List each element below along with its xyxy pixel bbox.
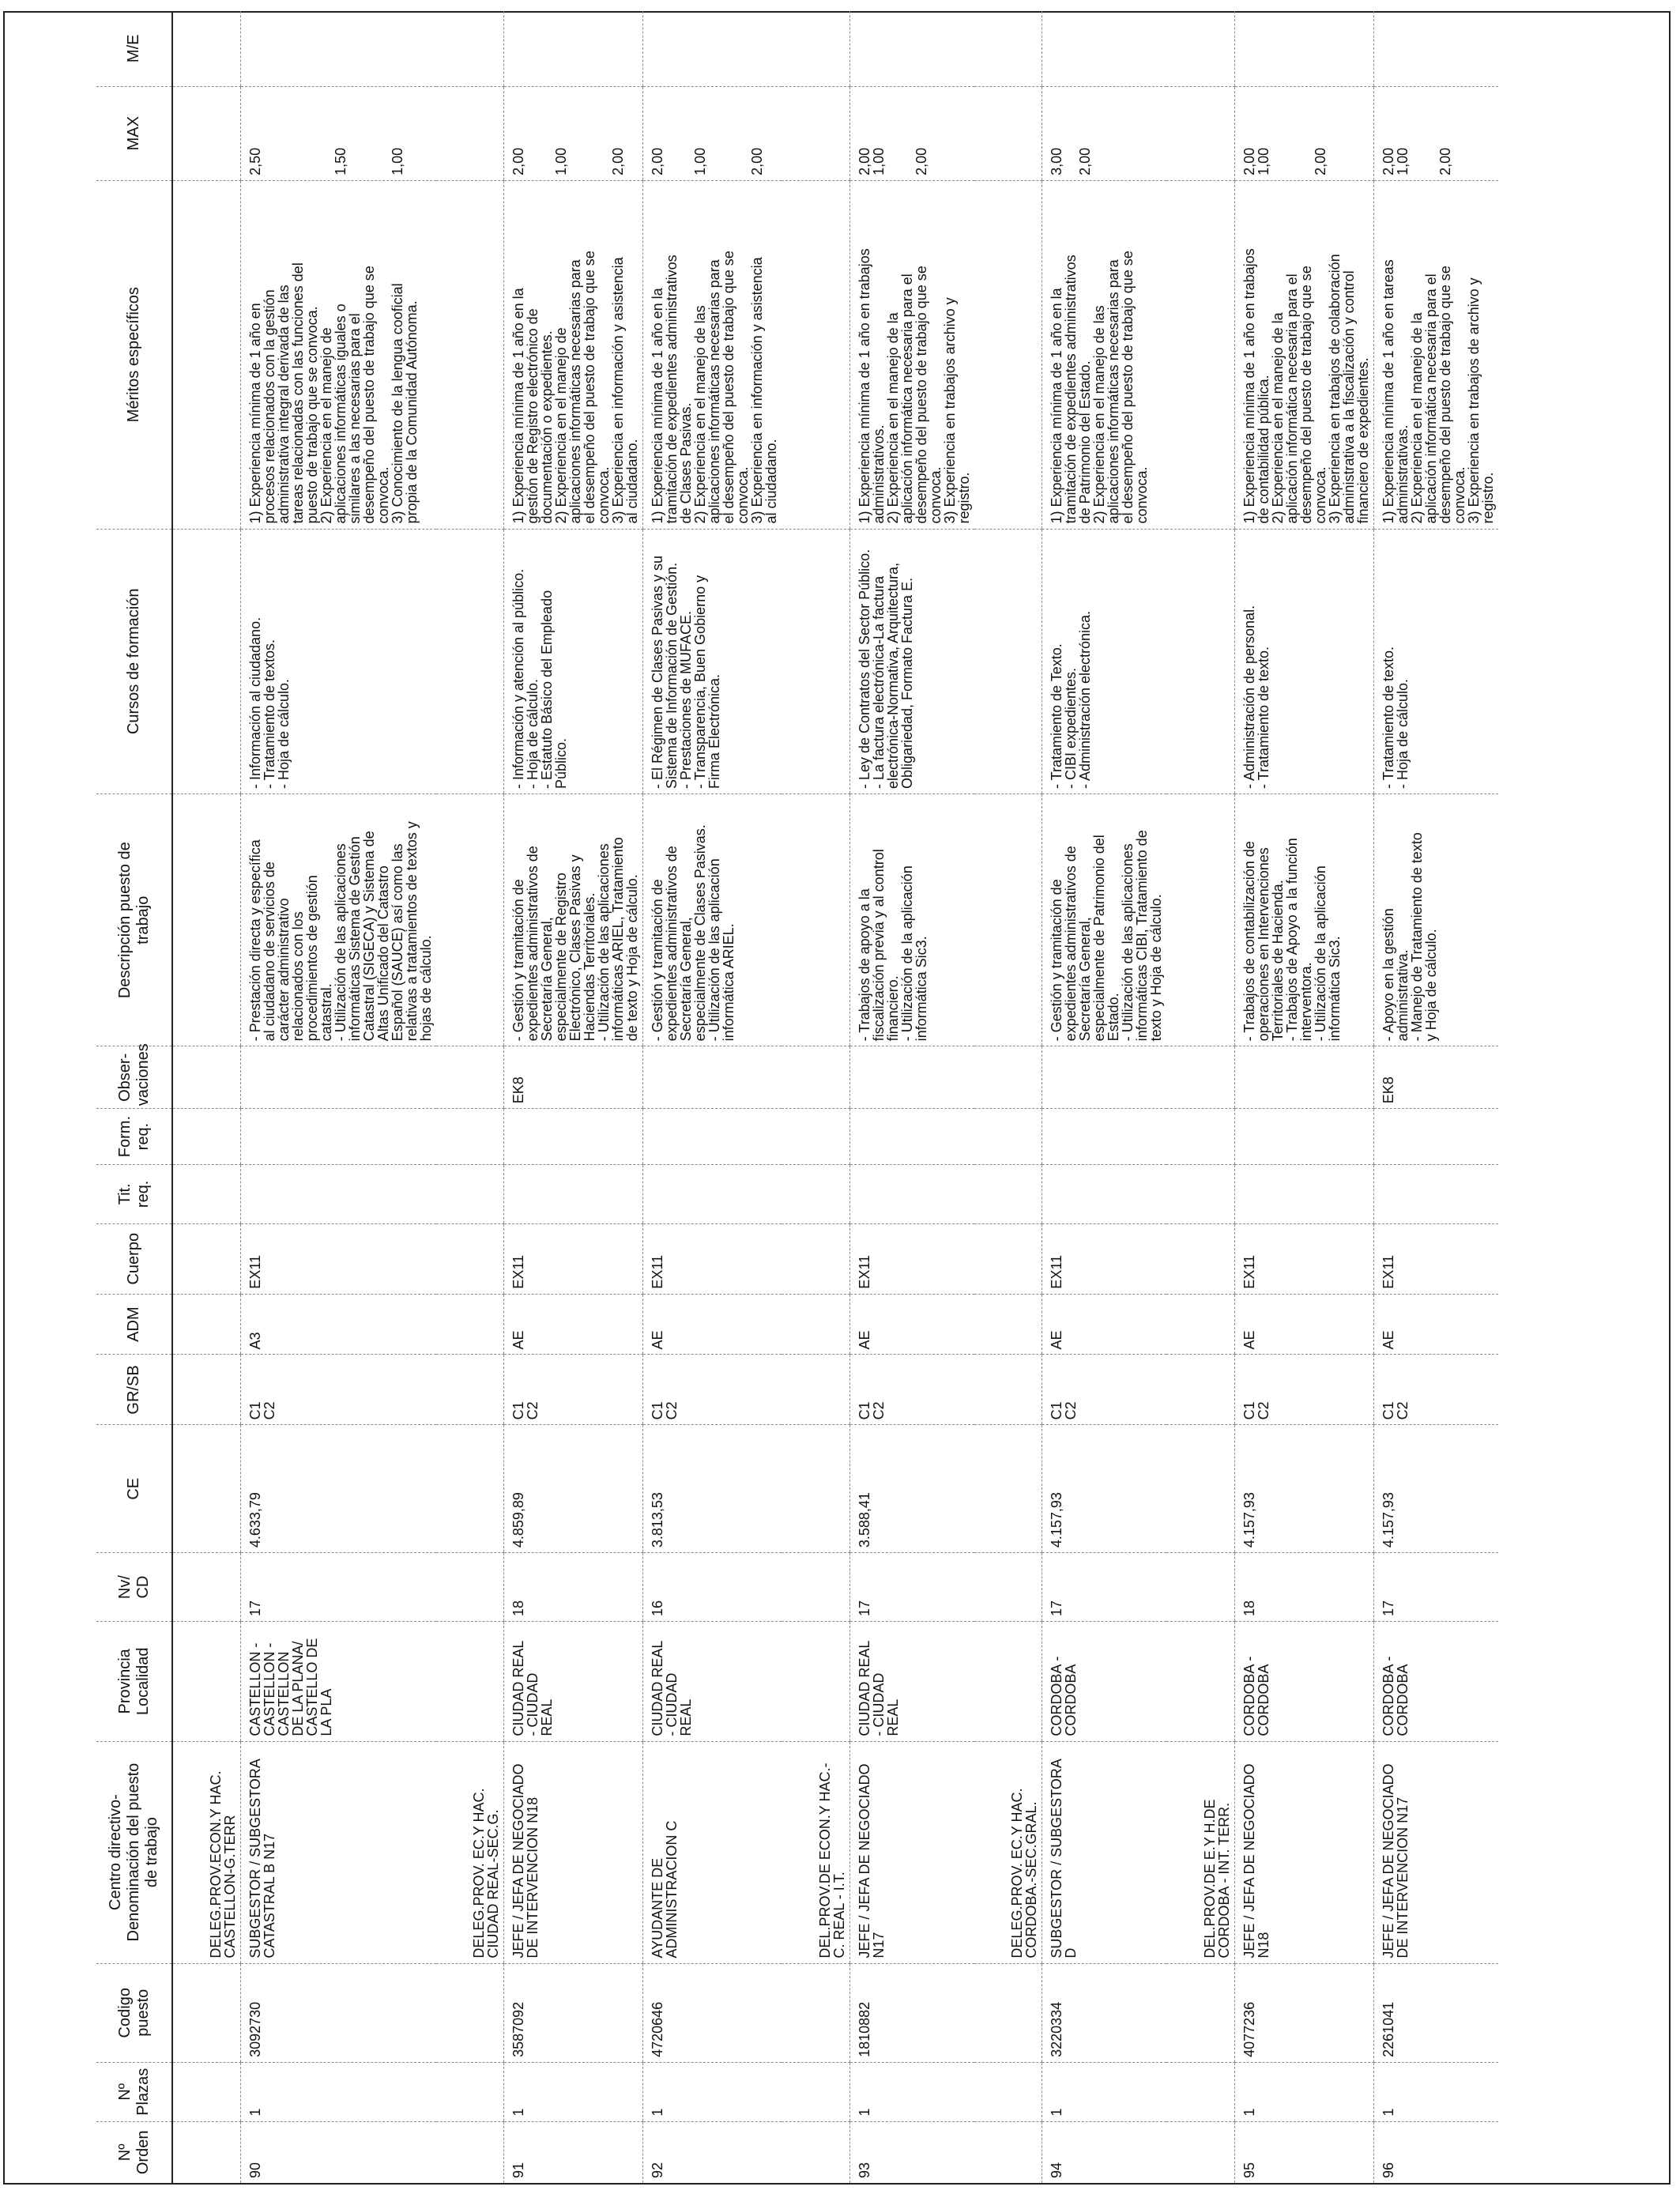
- col-header-provincia: Provincia Localidad: [96, 1622, 172, 1742]
- col-header-observaciones: Obser- vaciones: [96, 1046, 172, 1109]
- section-empty-cell: [782, 1553, 849, 1622]
- section-empty-cell: [1166, 794, 1234, 1046]
- cell-plazas: 1: [643, 2062, 782, 2121]
- section-empty-cell: [974, 1046, 1042, 1109]
- section-empty-cell: [436, 11, 504, 86]
- section-empty-cell: [782, 1294, 849, 1355]
- cell-observaciones: [643, 1046, 782, 1109]
- cell-descripcion: - Prestación directa y específica al ciudadano de servicios de carácter administrativo relacionados con los procedimientos de gestión catastral. - Utilización de las aplicaciones informáticas Sistema de Gestión Catastral (SIGECA) y Sistema de Altas Unificado del Catastro Español (SAUCE) así como las relativas a tratamientos de textos y hojas de cálculo.: [240, 794, 436, 1046]
- table-row: [643, 11, 782, 2184]
- cell-nivel: 18: [504, 1553, 643, 1622]
- cell-cuerpo: EX11: [849, 1223, 974, 1294]
- cell-nivel: 18: [1234, 1553, 1373, 1622]
- section-empty-cell: [782, 1109, 849, 1165]
- cell-me: [1373, 11, 1498, 86]
- section-empty-cell: [1166, 1425, 1234, 1553]
- cell-cuerpo: EX11: [240, 1223, 436, 1294]
- cell-denominacion: AYUDANTE DE ADMINISTRACION C: [643, 1741, 782, 1963]
- cell-formacion: [1234, 1109, 1373, 1165]
- cell-grupo: C1 C2: [643, 1355, 782, 1425]
- cell-meritos: 1) Experiencia mínima de 1 año en la tramitación de expedientes administrativos de Clases Pasivas. 2) Experiencia en el manejo de las aplicaciones informáticas necesarias para el desempeño del puesto de trabajo que se convoca. 3) Experiencia en información y asistencia al ciudadano.: [643, 180, 782, 529]
- section-empty-cell: [974, 1622, 1042, 1742]
- table-row: [1373, 11, 1498, 2184]
- section-empty-cell: [974, 1355, 1042, 1425]
- cell-provincia: CORDOBA - CORDOBA: [1373, 1622, 1498, 1742]
- cell-meritos: 1) Experiencia mínima de 1 año en la tramitación de expedientes administrativos de Patrimonio del Estado. 2) Experiencia en el manejo de las aplicaciones informáticas necesarias para el desempeño del puesto de trabajo que se convoca.: [1042, 180, 1167, 529]
- section-row: [782, 11, 849, 2184]
- cell-me: [240, 11, 436, 86]
- section-empty-cell: [436, 1164, 504, 1223]
- section-empty-cell: [782, 1622, 849, 1742]
- section-empty-cell: [436, 1046, 504, 1109]
- cell-titulacion: [1042, 1164, 1167, 1223]
- table-row: [1042, 11, 1167, 2184]
- cell-orden: 91: [504, 2121, 643, 2184]
- section-empty-cell: [172, 2062, 240, 2121]
- cell-formacion: [1373, 1109, 1498, 1165]
- cell-descripcion: - Trabajos de apoyo a la fiscalización previa y al control financiero. - Utilización de la aplicación informática Sic3.: [849, 794, 974, 1046]
- table-row: [1234, 11, 1373, 2184]
- section-empty-cell: [974, 11, 1042, 86]
- cell-meritos: 1) Experiencia mínima de 1 año en la gestión de Registro electrónico de documentación o expedientes. 2) Experiencia en el manejo de aplicaciones informáticas necesarias para el desempeño del puesto de trabajo que se convoca. 3) Experiencia en información y asistencia al ciudadano.: [504, 180, 643, 529]
- section-empty-cell: [436, 2062, 504, 2121]
- cell-cursos: - Ley de Contratos del Sector Público. - La factura electrónica-La factura electrónica-Normativa, Arquitectura, Obligariedad, Formato Factura E.: [849, 529, 974, 794]
- cell-provincia: CIUDAD REAL - CIUDAD REAL: [643, 1622, 782, 1742]
- section-empty-cell: [436, 1553, 504, 1622]
- section-empty-cell: [172, 1425, 240, 1553]
- section-empty-cell: [782, 180, 849, 529]
- cell-cuerpo: EX11: [504, 1223, 643, 1294]
- section-empty-cell: [782, 794, 849, 1046]
- section-empty-cell: [782, 1164, 849, 1223]
- cell-plazas: 1: [849, 2062, 974, 2121]
- cell-adm: A3: [240, 1294, 436, 1355]
- cell-me: [1042, 11, 1167, 86]
- col-header-meritos: Méritos específicos: [96, 180, 172, 529]
- section-empty-cell: [436, 1622, 504, 1742]
- section-empty-cell: [782, 529, 849, 794]
- job-positions-table: [96, 11, 1498, 2185]
- table-header: [96, 11, 172, 2184]
- cell-titulacion: [1234, 1164, 1373, 1223]
- cell-cuerpo: EX11: [1373, 1223, 1498, 1294]
- section-empty-cell: [436, 1355, 504, 1425]
- cell-titulacion: [240, 1164, 436, 1223]
- section-empty-cell: [172, 1355, 240, 1425]
- cell-grupo: C1 C2: [1234, 1355, 1373, 1425]
- cell-descripcion: - Gestión y tramitación de expedientes administrativos de Secretaría General, especialmente de Patrimonio del Estado. - Utilización de las aplicaciones informáticas CIBI, Tratamiento de texto y Hoja de cálculo.: [1042, 794, 1167, 1046]
- cell-denominacion: JEFE / JEFA DE NEGOCIADO DE INTERVENCION N18: [504, 1741, 643, 1963]
- section-empty-cell: [1166, 86, 1234, 180]
- section-empty-cell: [436, 86, 504, 180]
- section-empty-cell: [1166, 1164, 1234, 1223]
- cell-formacion: [504, 1109, 643, 1165]
- section-empty-cell: [1166, 11, 1234, 86]
- section-header: DELEG.PROV.ECON.Y HAC. CASTELLON-G.TERR: [172, 1741, 240, 1963]
- cell-max: 2,00 1,00 2,00: [1234, 86, 1373, 180]
- section-empty-cell: [436, 1109, 504, 1165]
- section-empty-cell: [1166, 1553, 1234, 1622]
- cell-observaciones: [849, 1046, 974, 1109]
- col-header-me: M/E: [96, 11, 172, 86]
- cell-observaciones: EK8: [504, 1046, 643, 1109]
- section-empty-cell: [1166, 2121, 1234, 2184]
- section-empty-cell: [782, 1425, 849, 1553]
- section-empty-cell: [436, 180, 504, 529]
- table-row: [849, 11, 974, 2184]
- top-band: [3, 11, 98, 2185]
- cell-cursos: - Tratamiento de Texto. - CIBI expedientes. - Administración electrónica.: [1042, 529, 1167, 794]
- cell-max: 3,00 2,00: [1042, 86, 1167, 180]
- section-empty-cell: [172, 1294, 240, 1355]
- cell-me: [849, 11, 974, 86]
- cell-plazas: 1: [1042, 2062, 1167, 2121]
- cell-ce: 4.157,93: [1234, 1425, 1373, 1553]
- section-empty-cell: [782, 1963, 849, 2062]
- cell-formacion: [1042, 1109, 1167, 1165]
- section-row: [172, 11, 240, 2184]
- cell-cursos: - Administración de personal. - Tratamiento de texto.: [1234, 529, 1373, 794]
- section-empty-cell: [1166, 2062, 1234, 2121]
- table-row: [504, 11, 643, 2184]
- section-empty-cell: [172, 1553, 240, 1622]
- section-empty-cell: [782, 1355, 849, 1425]
- section-empty-cell: [172, 11, 240, 86]
- section-empty-cell: [1166, 1109, 1234, 1165]
- section-empty-cell: [1166, 1963, 1234, 2062]
- cell-codigo: 3092730: [240, 1963, 436, 2062]
- col-header-ce: CE: [96, 1425, 172, 1553]
- cell-ce: 3.588,41: [849, 1425, 974, 1553]
- section-empty-cell: [974, 86, 1042, 180]
- cell-titulacion: [643, 1164, 782, 1223]
- cell-observaciones: [1042, 1046, 1167, 1109]
- cell-max: 2,00 1,00 2,00: [1373, 86, 1498, 180]
- section-empty-cell: [172, 1223, 240, 1294]
- section-row: [1166, 11, 1234, 2184]
- section-empty-cell: [974, 1553, 1042, 1622]
- section-empty-cell: [974, 1223, 1042, 1294]
- cell-provincia: CIUDAD REAL - CIUDAD REAL: [504, 1622, 643, 1742]
- cell-meritos: 1) Experiencia mínima de 1 año en tareas administrativas. 2) Experiencia en el manejo de la aplicación informática necesaria para el desempeño del puesto de trabajo que se convoca. 3) Experiencia en trabajos de archivo y registro.: [1373, 180, 1498, 529]
- section-header: DEL.PROV.DE E.Y H.DE CORDOBA - INT. TERR.: [1166, 1741, 1234, 1963]
- cell-nivel: 17: [1373, 1553, 1498, 1622]
- section-empty-cell: [436, 1223, 504, 1294]
- cell-provincia: CORDOBA - CORDOBA: [1042, 1622, 1167, 1742]
- cell-cursos: - Información y atención al público. - Hoja de cálculo. - Estatuto Básico del Empleado Público.: [504, 529, 643, 794]
- cell-grupo: C1 C2: [504, 1355, 643, 1425]
- section-empty-cell: [974, 180, 1042, 529]
- section-row: [974, 11, 1042, 2184]
- cell-ce: 4.157,93: [1373, 1425, 1498, 1553]
- section-empty-cell: [974, 1425, 1042, 1553]
- section-empty-cell: [974, 1164, 1042, 1223]
- section-empty-cell: [974, 529, 1042, 794]
- cell-descripcion: - Gestión y tramitación de expedientes administrativos de Secretaría General, especialmente de Clases Pasivas. - Utilización de las aplicación informática ARIEL.: [643, 794, 782, 1046]
- cell-grupo: C1 C2: [849, 1355, 974, 1425]
- cell-denominacion: SUBGESTOR / SUBGESTORA CATASTRAL B N17: [240, 1741, 436, 1963]
- section-empty-cell: [172, 2121, 240, 2184]
- cell-ce: 4.633,79: [240, 1425, 436, 1553]
- cell-nivel: 17: [849, 1553, 974, 1622]
- cell-orden: 94: [1042, 2121, 1167, 2184]
- section-empty-cell: [1166, 1046, 1234, 1109]
- cell-formacion: [849, 1109, 974, 1165]
- col-header-cuerpo: Cuerpo: [96, 1223, 172, 1294]
- cell-adm: AE: [1042, 1294, 1167, 1355]
- cell-max: 2,00 1,00 2,00: [849, 86, 974, 180]
- cell-ce: 4.859,89: [504, 1425, 643, 1553]
- section-empty-cell: [782, 2062, 849, 2121]
- cell-max: 2,00 1,00 2,00: [504, 86, 643, 180]
- cell-formacion: [643, 1109, 782, 1165]
- col-header-max: MAX: [96, 86, 172, 180]
- cell-cursos: - Información al ciudadano. - Tratamiento de textos. - Hoja de cálculo.: [240, 529, 436, 794]
- cell-descripcion: - Gestión y tramitación de expedientes administrativos de Secretaría General, especialmente de Registro Electrónico, Clases Pasivas y Haciendas Territoriales. - Utilización de las aplicaciones informáticas ARIEL, Tratamiento de texto y Hoja de cálculo.: [504, 794, 643, 1046]
- section-empty-cell: [1166, 529, 1234, 794]
- cell-cuerpo: EX11: [643, 1223, 782, 1294]
- cell-adm: AE: [849, 1294, 974, 1355]
- section-empty-cell: [782, 1046, 849, 1109]
- section-empty-cell: [436, 794, 504, 1046]
- table-body: [172, 11, 1498, 2184]
- cell-grupo: C1 C2: [240, 1355, 436, 1425]
- section-header: DEL.PROV.DE ECON.Y HAC.- C. REAL - I.T.: [782, 1741, 849, 1963]
- cell-meritos: 1) Experiencia mínima de 1 año en procesos relacionados con la gestión administrativa integral derivada de las tareas relacionadas con las funciones del puesto de trabajo que se convoca. 2) Experiencia en el manejo de aplicaciones informáticas iguales o similares a las necesarias para el desempeño del puesto de trabajo que se convoca. 3) Conocimiento de la lengua cooficial propia de la Comunidad Autónoma.: [240, 180, 436, 529]
- cell-plazas: 1: [240, 2062, 436, 2121]
- cell-denominacion: SUBGESTOR / SUBGESTORA D: [1042, 1741, 1167, 1963]
- cell-codigo: 1810882: [849, 1963, 974, 2062]
- cell-formacion: [240, 1109, 436, 1165]
- col-header-titulacion: Tit. req.: [96, 1164, 172, 1223]
- section-empty-cell: [1166, 1355, 1234, 1425]
- cell-observaciones: [1234, 1046, 1373, 1109]
- cell-denominacion: JEFE / JEFA DE NEGOCIADO N18: [1234, 1741, 1373, 1963]
- cell-observaciones: [240, 1046, 436, 1109]
- cell-cuerpo: EX11: [1234, 1223, 1373, 1294]
- section-empty-cell: [974, 1109, 1042, 1165]
- cell-max: 2,00 1,00 2,00: [643, 86, 782, 180]
- col-header-descripcion: Descripción puesto de trabajo: [96, 794, 172, 1046]
- cell-meritos: 1) Experiencia mínima de 1 año en trabajos administrativos. 2) Experiencia en el manejo de la aplicación informática necesaria para el desempeño del puesto de trabajo que se convoca. 3) Experiencia en trabajos archivo y registro.: [849, 180, 974, 529]
- col-header-centro: Centro directivo- Denominación del puesto de trabajo: [96, 1741, 172, 1963]
- table-row: [240, 11, 436, 2184]
- cell-denominacion: JEFE / JEFA DE NEGOCIADO DE INTERVENCION N17: [1373, 1741, 1498, 1963]
- cell-meritos: 1) Experiencia mínima de 1 año en trabajos de contabilidad pública. 2) Experiencia en el manejo de la aplicación informática necesaria para el desempeño del puesto de trabajo que se convoca. 3) Experiencia en trabajos de colaboración administrativa a la fiscalización y control financiero de expedientes.: [1234, 180, 1373, 529]
- section-empty-cell: [172, 180, 240, 529]
- section-empty-cell: [782, 86, 849, 180]
- cell-observaciones: EK8: [1373, 1046, 1498, 1109]
- section-empty-cell: [974, 2121, 1042, 2184]
- section-empty-cell: [1166, 1223, 1234, 1294]
- section-empty-cell: [782, 2121, 849, 2184]
- cell-orden: 92: [643, 2121, 782, 2184]
- cell-orden: 93: [849, 2121, 974, 2184]
- section-empty-cell: [436, 529, 504, 794]
- cell-orden: 95: [1234, 2121, 1373, 2184]
- section-empty-cell: [172, 1164, 240, 1223]
- col-header-formacion: Form. req.: [96, 1109, 172, 1165]
- cell-codigo: 4077236: [1234, 1963, 1373, 2062]
- cell-titulacion: [849, 1164, 974, 1223]
- cell-codigo: 3587092: [504, 1963, 643, 2062]
- cell-orden: 96: [1373, 2121, 1498, 2184]
- cell-denominacion: JEFE / JEFA DE NEGOCIADO N17: [849, 1741, 974, 1963]
- section-empty-cell: [172, 1622, 240, 1742]
- section-empty-cell: [436, 1294, 504, 1355]
- section-empty-cell: [1166, 180, 1234, 529]
- cell-me: [504, 11, 643, 86]
- cell-codigo: 2261041: [1373, 1963, 1498, 2062]
- section-empty-cell: [172, 529, 240, 794]
- section-empty-cell: [172, 1109, 240, 1165]
- cell-provincia: CASTELLON - CASTELLON - CASTELLON DE LA PLANA/ CASTELLO DE LA PLA: [240, 1622, 436, 1742]
- section-row: [436, 11, 504, 2184]
- cell-me: [643, 11, 782, 86]
- cell-nivel: 16: [643, 1553, 782, 1622]
- cell-plazas: 1: [504, 2062, 643, 2121]
- col-header-grupo: GR/SB: [96, 1355, 172, 1425]
- cell-cursos: - Tratamiento de texto. - Hoja de cálculo.: [1373, 529, 1498, 794]
- cell-plazas: 1: [1373, 2062, 1498, 2121]
- section-empty-cell: [782, 11, 849, 86]
- section-empty-cell: [436, 1425, 504, 1553]
- cell-orden: 90: [240, 2121, 436, 2184]
- cell-adm: AE: [504, 1294, 643, 1355]
- section-header: DELEG.PROV. EC.Y HAC. CIUDAD REAL-SEC.G.: [436, 1741, 504, 1963]
- section-header: DELEG.PROV. EC.Y HAC. CORDOBA.-SEC.GRAL.: [974, 1741, 1042, 1963]
- section-empty-cell: [172, 86, 240, 180]
- cell-max: 2,50 1,50 1,00: [240, 86, 436, 180]
- col-header-codigo: Codigo puesto: [96, 1963, 172, 2062]
- cell-descripcion: - Trabajos de contabilización de operaciones en Intervenciones Territoriales de Hacienda. - Trabajos de Apoyo a la función interventora. - Utilización de la aplicación informática Sic3.: [1234, 794, 1373, 1046]
- cell-nivel: 17: [1042, 1553, 1167, 1622]
- col-header-plazas: Nº Plazas: [96, 2062, 172, 2121]
- cell-adm: AE: [1234, 1294, 1373, 1355]
- cell-codigo: 4720646: [643, 1963, 782, 2062]
- col-header-orden: Nº Orden: [96, 2121, 172, 2184]
- cell-nivel: 17: [240, 1553, 436, 1622]
- cell-me: [1234, 11, 1373, 86]
- section-empty-cell: [172, 1963, 240, 2062]
- section-empty-cell: [436, 1963, 504, 2062]
- section-empty-cell: [974, 2062, 1042, 2121]
- cell-plazas: 1: [1234, 2062, 1373, 2121]
- section-empty-cell: [974, 1294, 1042, 1355]
- cell-ce: 3.813,53: [643, 1425, 782, 1553]
- col-header-adm: ADM: [96, 1294, 172, 1355]
- cell-provincia: CORDOBA - CORDOBA: [1234, 1622, 1373, 1742]
- cell-cuerpo: EX11: [1042, 1223, 1167, 1294]
- cell-adm: AE: [1373, 1294, 1498, 1355]
- section-empty-cell: [974, 794, 1042, 1046]
- section-empty-cell: [172, 1046, 240, 1109]
- cell-adm: AE: [643, 1294, 782, 1355]
- section-empty-cell: [172, 794, 240, 1046]
- section-empty-cell: [436, 2121, 504, 2184]
- cell-cursos: - El Régimen de Clases Pasivas y su Sistema de Información de Gestión. - Prestaciones de MUFACE. - Transparencia, Buen Gobierno y Firma Electrónica.: [643, 529, 782, 794]
- col-header-cursos: Cursos de formación: [96, 529, 172, 794]
- cell-descripcion: - Apoyo en la gestión administrativa. - Manejo de Tratamiento de texto y Hoja de cálculo.: [1373, 794, 1498, 1046]
- section-empty-cell: [1166, 1622, 1234, 1742]
- cell-grupo: C1 C2: [1042, 1355, 1167, 1425]
- section-empty-cell: [974, 1963, 1042, 2062]
- section-empty-cell: [782, 1223, 849, 1294]
- col-header-nivel: Nv/ CD: [96, 1553, 172, 1622]
- cell-titulacion: [504, 1164, 643, 1223]
- cell-provincia: CIUDAD REAL - CIUDAD REAL: [849, 1622, 974, 1742]
- section-empty-cell: [1166, 1294, 1234, 1355]
- cell-ce: 4.157,93: [1042, 1425, 1167, 1553]
- cell-titulacion: [1373, 1164, 1498, 1223]
- cell-grupo: C1 C2: [1373, 1355, 1498, 1425]
- cell-codigo: 3220334: [1042, 1963, 1167, 2062]
